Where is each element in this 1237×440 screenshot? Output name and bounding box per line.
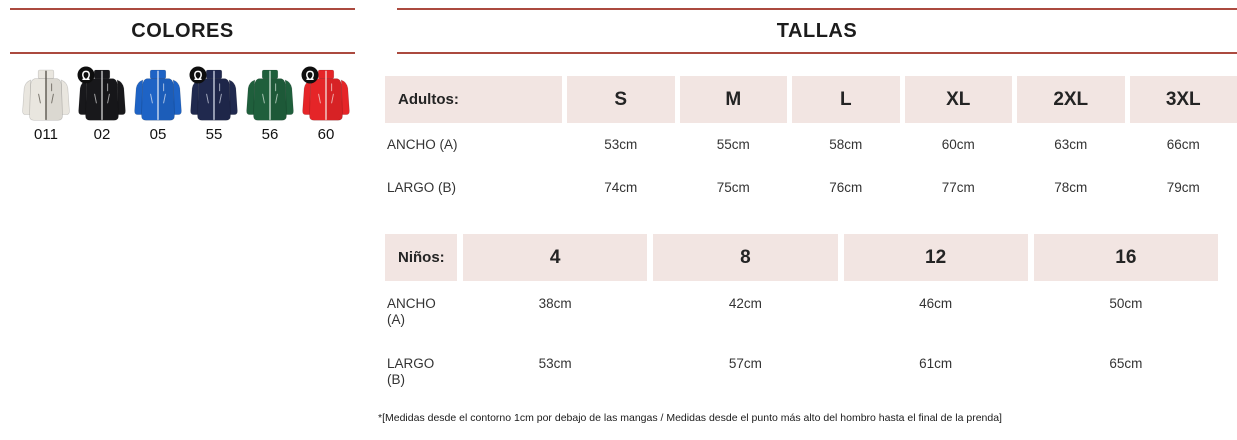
colores-section <box>10 0 355 143</box>
size-col-header: XL <box>905 76 1013 123</box>
jacket-icon <box>244 68 296 124</box>
kids-group-label: Niños: <box>385 234 457 281</box>
color-swatches <box>10 68 355 143</box>
measurement-footnote: *[Medidas desde el contorno 1cm por debajo de las mangas / Medidas desde el punto más alto del hombro hasta el final de la prenda] <box>378 412 1002 424</box>
measure-value: 61cm <box>919 356 953 371</box>
color-swatch[interactable] <box>76 68 128 143</box>
tallas-header <box>397 0 1237 54</box>
size-col-header: L <box>792 76 900 123</box>
measure-value: 60cm <box>941 137 975 152</box>
model-badge-icon <box>301 66 319 84</box>
measure-row-label: LARGO (B) <box>387 356 435 387</box>
measure-value: 74cm <box>604 180 638 195</box>
measure-value: 65cm <box>1109 356 1143 371</box>
color-code-label: 05 <box>149 126 167 143</box>
color-swatch[interactable] <box>300 68 352 143</box>
size-col-header: 12 <box>844 234 1028 281</box>
measure-value: 77cm <box>941 180 975 195</box>
measure-row-label: ANCHO (A) <box>387 296 436 327</box>
model-badge-icon <box>189 66 207 84</box>
measure-value: 53cm <box>604 137 638 152</box>
measure-row-label: ANCHO (A) <box>387 137 458 152</box>
measure-value: 76cm <box>829 180 863 195</box>
color-swatch[interactable] <box>188 68 240 143</box>
color-code-label: 60 <box>317 126 335 143</box>
measure-value: 46cm <box>919 296 953 311</box>
color-code-label: 55 <box>205 126 223 143</box>
color-code-label: 02 <box>93 126 111 143</box>
measure-value: 50cm <box>1109 296 1143 311</box>
measure-value: 57cm <box>728 356 762 371</box>
measure-value: 55cm <box>716 137 750 152</box>
divider-line <box>397 52 1237 54</box>
measure-value: 63cm <box>1054 137 1088 152</box>
color-code-label: 011 <box>34 126 58 143</box>
jacket-icon <box>132 68 184 124</box>
model-badge-icon <box>77 66 95 84</box>
measure-value: 78cm <box>1054 180 1088 195</box>
tallas-title: TALLAS <box>776 20 858 42</box>
colores-title: COLORES <box>131 20 234 42</box>
measure-value: 66cm <box>1166 137 1200 152</box>
adults-group-label: Adultos: <box>385 76 562 123</box>
color-swatch[interactable] <box>132 68 184 143</box>
size-col-header: 8 <box>653 234 837 281</box>
size-col-header: 16 <box>1034 234 1218 281</box>
measure-value: 38cm <box>538 296 572 311</box>
size-col-header: 4 <box>463 234 647 281</box>
size-col-header: S <box>567 76 675 123</box>
color-swatch[interactable] <box>244 68 296 143</box>
jacket-icon <box>20 68 72 124</box>
colores-header <box>10 0 355 54</box>
measure-value: 79cm <box>1166 180 1200 195</box>
kids-size-table <box>385 234 1218 401</box>
measure-value: 58cm <box>829 137 863 152</box>
color-swatch[interactable] <box>20 68 72 143</box>
size-col-header: 3XL <box>1130 76 1237 123</box>
tallas-section <box>378 0 1237 424</box>
measure-row-label: LARGO (B) <box>387 180 457 195</box>
size-col-header: M <box>680 76 788 123</box>
divider-line <box>10 52 355 54</box>
measure-value: 42cm <box>728 296 762 311</box>
measure-value: 53cm <box>538 356 572 371</box>
color-code-label: 56 <box>261 126 279 143</box>
measure-value: 75cm <box>716 180 750 195</box>
adults-size-table <box>385 76 1237 209</box>
size-col-header: 2XL <box>1017 76 1125 123</box>
